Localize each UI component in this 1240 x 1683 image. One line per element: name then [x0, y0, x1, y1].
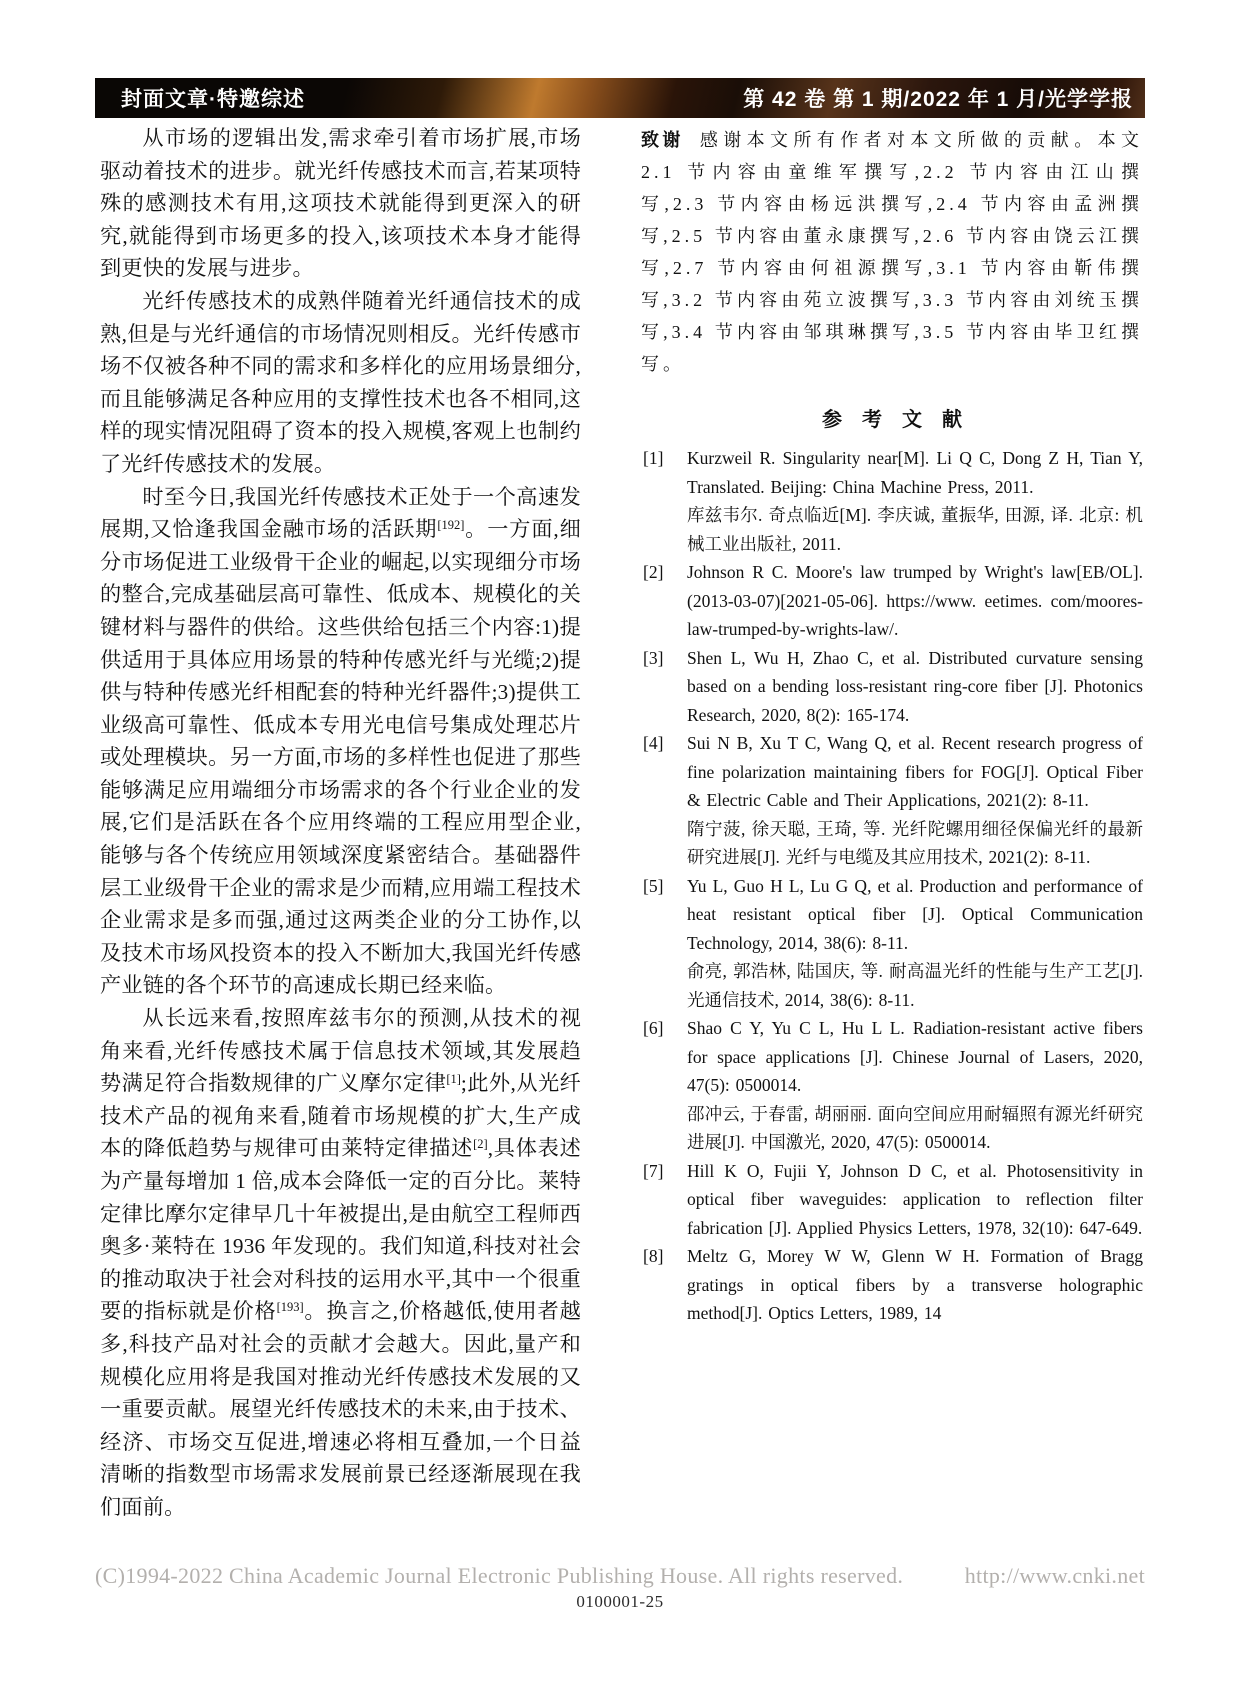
reference-text-en: Hill K O, Fujii Y, Johnson D C, et al. Photosensitivity in optical fiber waveguides: application to reflection filter fabrication [J]. Applied Physics Letters, 1978, 32(10): 647-649. — [687, 1160, 1143, 1238]
left-column — [100, 122, 581, 1524]
body-paragraph: 从市场的逻辑出发,需求牵引着市场扩展,市场驱动着技术的进步。就光纤传感技术而言,若某项特殊的感测技术有用,这项技术就能得到更深入的研究,就能得到市场更多的投入,该项技术本身才能得到更快的发展与进步。 — [100, 126, 581, 281]
header-issue-info: 第 42 卷 第 1 期/2022 年 1 月/光学学报 — [743, 88, 1133, 111]
body-paragraph: 从长远来看,按照库兹韦尔的预测,从技术的视角来看,光纤传感技术属于信息技术领域,其发展趋势满足符合指数规律的广义摩尔定律[1];此外,从光纤技术产品的视角来看,随着市场规模的扩大,生产成本的降低趋势与规律可由莱特定律描述[2],具体表述为产量每增加 1 倍,成本会降低一定的百分比。莱特定律比摩尔定律早几十年被提出,是由航空工程师西奥多·莱特在 1936 年发现的。我们知道,科技对社会的推动取决于社会对科技的运用水平,其中一个很重要的指标就是价格[193]。换言之,价格越低,使用者越多,科技产品对社会的贡献才会越大。因此,量产和规模化应用将是我国对推动光纤传感技术发展的又一重要贡献。展望光纤传感技术的未来,由于技术、经济、市场交互促进,增速必将相互叠加,一个日益清晰的指数型市场需求发展前景已经逐渐展现在我们面前。 — [100, 1006, 581, 1519]
reference-text-en: Shao C Y, Yu C L, Hu L L. Radiation-resistant active fibers for space applications [J]. Chinese Journal of Lasers, 2020, 47(5): 0500014. — [687, 1018, 1143, 1095]
reference-text-en: Meltz G, Morey W W, Glenn W H. Formation of Bragg gratings in optical fibers by a transverse holographic method[J]. Optics Letters, 1989, 14 — [687, 1246, 1143, 1323]
reference-item — [641, 1014, 1143, 1157]
right-column — [641, 124, 1143, 1328]
reference-text-en: Sui N B, Xu T C, Wang Q, et al. Recent research progress of fine polarization maintaining fibers for FOG[J]. Optical Fiber & Electric Cable and Their Applications, 2021(2): 8-11. — [687, 733, 1143, 810]
reference-number: [3] — [643, 647, 664, 668]
reference-text-zh: 邵冲云, 于春雷, 胡丽丽. 面向空间应用耐辐照有源光纤研究进展[J]. 中国激光, 2020, 47(5): 0500014. — [687, 1103, 1143, 1152]
reference-item — [641, 558, 1143, 644]
citation-superscript: [1] — [446, 1072, 461, 1087]
acknowledgment-section — [641, 124, 1143, 380]
reference-item — [641, 1157, 1143, 1243]
acknowledgment-text: 感谢本文所有作者对本文所做的贡献。本文 2.1 节内容由童维军撰写,2.2 节内容由江山撰写,2.3 节内容由杨远洪撰写,2.4 节内容由孟洲撰写,2.5 节内容由董永康撰写,2.6 节内容由饶云江撰写,2.7 节内容由何祖源撰写,3.1 节内容由靳伟撰写,3.2 节内容由苑立波撰写,3.3 节内容由刘统玉撰写,3.4 节内容由邹琪琳撰写,3.5 节内容由毕卫红撰写。 — [641, 130, 1144, 374]
reference-text-en: Johnson R C. Moore's law trumped by Wright's law[EB/OL]. (2013-03-07)[2021-05-06]. https://www. eetimes. com/moores-law-trumped-by-wrights-law/. — [687, 562, 1143, 639]
reference-text-zh: 俞亮, 郭浩林, 陆国庆, 等. 耐高温光纤的性能与生产工艺[J]. 光通信技术, 2014, 38(6): 8-11. — [687, 961, 1143, 1010]
reference-number: [6] — [643, 1018, 664, 1038]
body-paragraph: 光纤传感技术的成熟伴随着光纤通信技术的成熟,但是与光纤通信的市场情况则相反。光纤传感市场不仅被各种不同的需求和多样化的应用场景细分,而且能够满足各种应用的支撑性技术也各不相同,这样的现实情况阻碍了资本的投入规模,客观上也制约了光纤传感技术的发展。 — [100, 288, 581, 476]
reference-text-zh: 库兹韦尔. 奇点临近[M]. 李庆诚, 董振华, 田源, 译. 北京: 机械工业出版社, 2011. — [687, 505, 1143, 554]
page-number: 0100001-25 — [576, 1592, 664, 1611]
reference-text-en: Shen L, Wu H, Zhao C, et al. Distributed curvature sensing based on a bending loss-resistant ring-core fiber [J]. Photonics Research, 2020, 8(2): 165-174. — [687, 647, 1143, 725]
reference-item — [641, 1242, 1143, 1328]
body-paragraph: 时至今日,我国光纤传感技术正处于一个高速发展期,又恰逢我国金融市场的活跃期[192]。一方面,细分市场促进工业级骨干企业的崛起,以实现细分市场的整合,完成基础层高可靠性、低成本、规模化的关键材料与器件的供给。这些供给包括三个内容:1)提供适用于具体应用场景的特种传感光纤与光缆;2)提供与特种传感光纤相配套的特种光纤器件;3)提供工业级高可靠性、低成本专用光电信号集成处理芯片或处理模块。另一方面,市场的多样性也促进了那些能够满足应用端细分市场需求的各个行业企业的发展,它们是活跃在各个应用终端的工程应用型企业,能够与各个传统应用领域深度紧密结合。基础器件层工业级骨干企业的需求是少而精,应用端工程技术企业需求是多而强,通过这两类企业的分工协作,以及技术市场风投资本的投入不断加大,我国光纤传感产业链的各个环节的高速成长期已经来临。 — [100, 484, 582, 998]
reference-item — [641, 644, 1143, 730]
header-section-label: 封面文章·特邀综述 — [121, 88, 305, 111]
reference-item — [641, 444, 1143, 558]
reference-number: [1] — [643, 448, 664, 468]
reference-number: [5] — [643, 875, 664, 896]
reference-number: [2] — [643, 562, 664, 582]
citation-superscript: [192] — [437, 518, 465, 533]
references-list — [641, 444, 1143, 1328]
acknowledgment-label: 致谢 — [641, 130, 684, 150]
footer-copyright-text: (C)1994-2022 China Academic Journal Electronic Publishing House. All rights reserved. — [95, 1563, 904, 1588]
page-header-banner — [95, 78, 1145, 118]
reference-text-en: Kurzweil R. Singularity near[M]. Li Q C, Dong Z H, Tian Y, Translated. Beijing: China Machine Press, 2011. — [687, 448, 1143, 497]
reference-number: [4] — [643, 733, 664, 753]
citation-superscript: [2] — [473, 1137, 488, 1152]
references-heading: 参 考 文 献 — [822, 409, 962, 431]
reference-number: [8] — [643, 1246, 664, 1266]
reference-text-en: Yu L, Guo H L, Lu G Q, et al. Production and performance of heat resistant optical fiber [J]. Optical Communication Technology, 2014, 38(6): 8-11. — [687, 875, 1143, 953]
reference-item — [641, 729, 1143, 872]
footer-copyright-line — [95, 1563, 1145, 1589]
reference-number: [7] — [643, 1160, 664, 1181]
citation-superscript: [193] — [276, 1300, 304, 1315]
reference-item — [641, 872, 1143, 1015]
footer-cnki-url: http://www.cnki.net — [964, 1563, 1145, 1588]
reference-text-zh: 隋宁菠, 徐天聪, 王琦, 等. 光纤陀螺用细径保偏光纤的最新研究进展[J]. 光纤与电缆及其应用技术, 2021(2): 8-11. — [687, 818, 1143, 867]
